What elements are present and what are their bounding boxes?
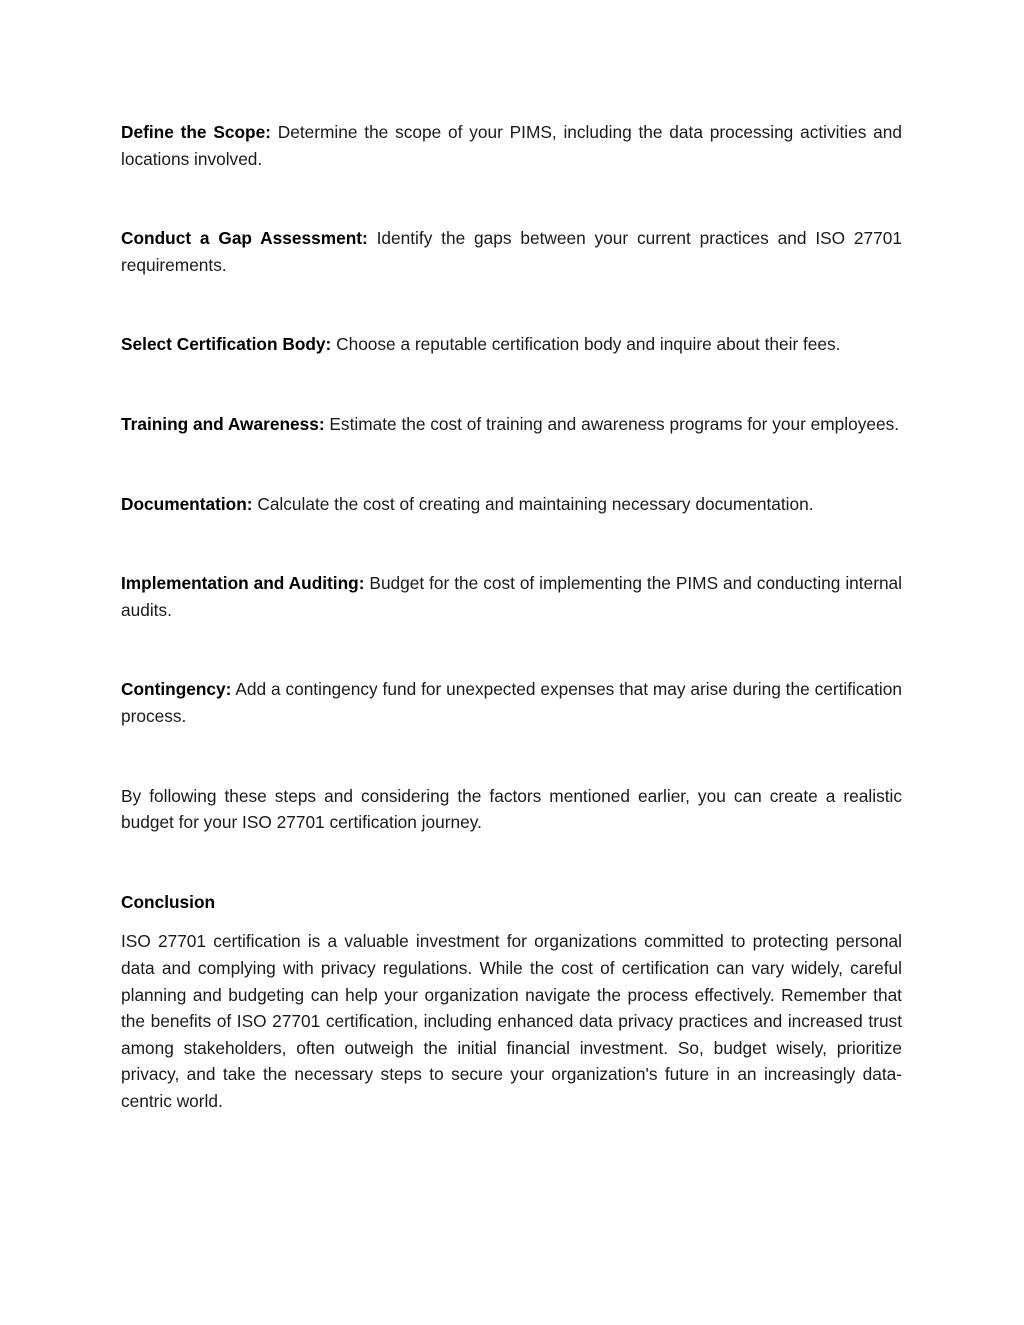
closing-paragraph: By following these steps and considering the factors mentioned earlier, you can create a realistic budget for your ISO 27701 certification journey. — [121, 785, 902, 833]
step-text: Calculate the cost of creating and maintaining necessary documentation. — [252, 493, 814, 514]
conclusion-heading: Conclusion — [121, 891, 216, 912]
step-text: Estimate the cost of training and awareness programs for your employees. — [324, 413, 900, 434]
step-contingency — [121, 676, 902, 729]
step-training-awareness — [121, 411, 902, 438]
step-text: Determine the scope of your PIMS, including the data processing activities and locations involved. — [121, 122, 902, 169]
conclusion-body: ISO 27701 certification is a valuable investment for organizations committed to protecting personal data and complying with privacy regulations. While the cost of certification can vary widely, careful planning and budgeting can help your organization navigate the process effectively. Remember that the benefits of ISO 27701 certification, including enhanced data privacy practices and increased trust among stakeholders, often outweigh the initial financial investment. So, budget wisely, prioritize privacy, and take the necessary steps to secure your organization's future in an increasingly data-centric world. — [121, 931, 902, 1111]
step-term: Define the Scope: — [121, 122, 271, 142]
step-term: Documentation: — [121, 493, 253, 514]
step-term: Contingency: — [121, 679, 232, 700]
step-term: Training and Awareness: — [121, 413, 325, 434]
step-term: Conduct a Gap Assessment: — [121, 228, 368, 249]
step-text: Choose a reputable certification body and inquire about their fees. — [331, 334, 841, 355]
step-term: Select Certification Body: — [121, 334, 332, 355]
step-gap-assessment — [121, 225, 902, 278]
step-documentation — [121, 491, 902, 518]
step-certification-body — [121, 331, 902, 358]
step-term: Implementation and Auditing: — [121, 573, 365, 594]
step-text: Budget for the cost of implementing the PIMS and conducting internal audits. — [121, 573, 903, 620]
step-implementation-auditing — [121, 570, 902, 623]
document-content — [121, 119, 902, 1114]
step-define-scope — [121, 119, 902, 172]
step-text: Add a contingency fund for unexpected expenses that may arise during the certification process. — [121, 679, 902, 726]
step-text: Identify the gaps between your current practices and ISO 27701 requirements. — [121, 228, 902, 275]
